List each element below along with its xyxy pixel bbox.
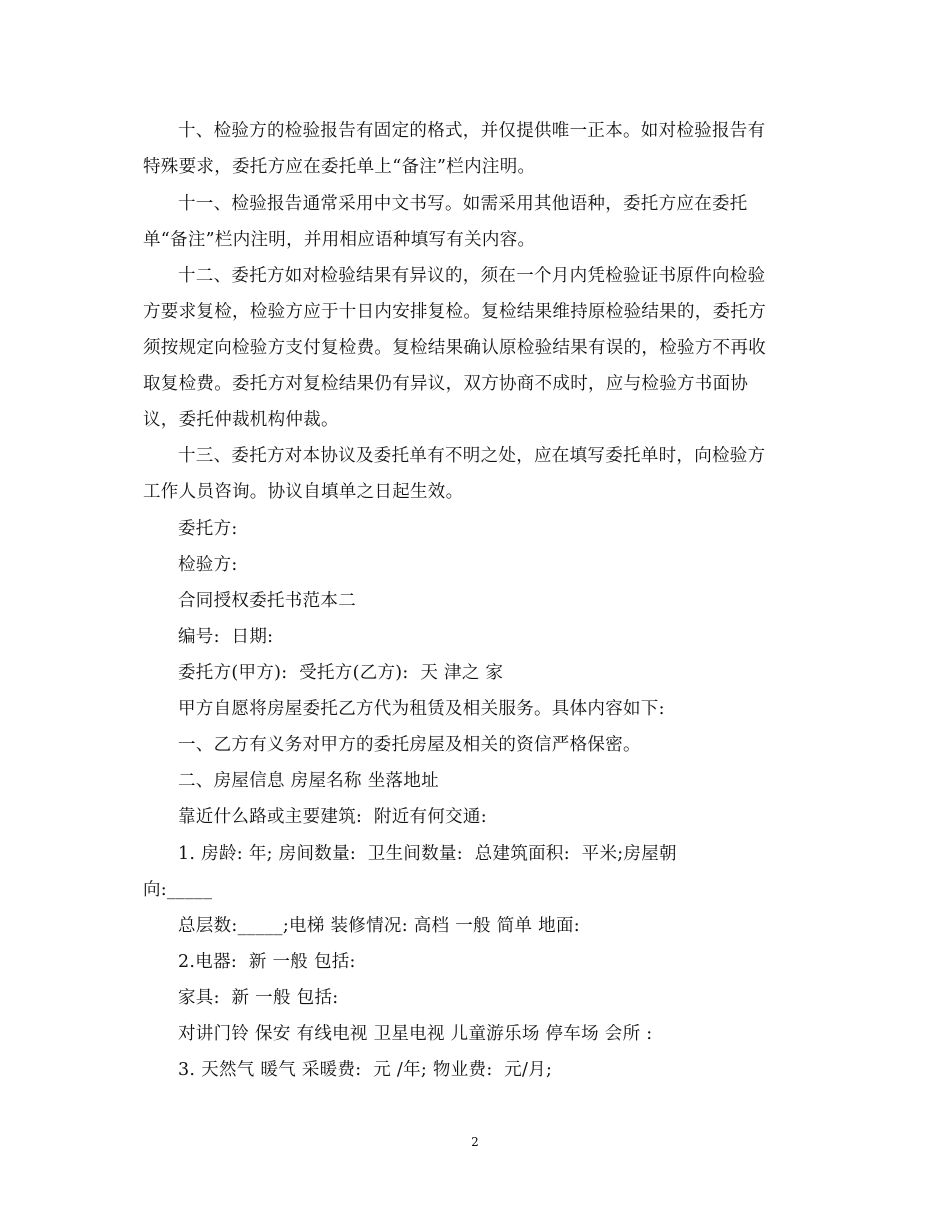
paragraph-line: 十、检验方的检验报告有固定的格式，并仅提供唯一正本。如对检验报告有: [178, 121, 766, 141]
paragraph-line: 十一、检验报告通常采用中文书写。如需采用其他语种，委托方应在委托: [178, 194, 748, 214]
paragraph-line: 二、房屋信息 房屋名称 坐落地址: [178, 771, 439, 791]
paragraph-line: 编号: 日期:: [178, 627, 274, 647]
paragraph-line: 取复检费。委托方对复检结果仍有异议，双方协商不成时，应与检验方书面协: [143, 374, 749, 394]
paragraph-line: 2.电器: 新 一般 包括:: [178, 952, 356, 972]
paragraph-line: 总层数:_____;电梯 装修情况: 高档 一般 简单 地面:: [178, 916, 580, 936]
paragraph-line: 十二、委托方如对检验结果有异议的，须在一个月内凭检验证书原件向检验: [178, 266, 766, 286]
paragraph-line: 十三、委托方对本协议及委托单有不明之处，应在填写委托单时，向检验方: [178, 446, 766, 466]
paragraph-line: 一、乙方有义务对甲方的委托房屋及相关的资信严格保密。: [178, 735, 641, 755]
section-heading: 合同授权委托书范本二: [178, 591, 356, 611]
paragraph-line: 议，委托仲裁机构仲裁。: [143, 410, 339, 430]
paragraph-line: 3. 天然气 暖气 采暖费: 元 /年; 物业费: 元/月;: [178, 1060, 553, 1080]
paragraph-line: 向:_____: [143, 880, 213, 900]
signature-field-client: 委托方:: [178, 519, 238, 539]
paragraph-line: 家具: 新 一般 包括:: [178, 988, 339, 1008]
paragraph-line: 特殊要求，委托方应在委托单上“备注”栏内注明。: [143, 157, 536, 177]
page-number: 2: [471, 1135, 479, 1149]
paragraph-line: 1. 房龄: 年; 房间数量: 卫生间数量: 总建筑面积: 平米;房屋朝: [178, 844, 677, 864]
paragraph-line: 单“备注”栏内注明，并用相应语种填写有关内容。: [143, 230, 536, 250]
signature-field-inspector: 检验方:: [178, 555, 238, 575]
paragraph-line: 靠近什么路或主要建筑: 附近有何交通:: [178, 807, 487, 827]
paragraph-line: 须按规定向检验方支付复检费。复检结果确认原检验结果有误的，检验方不再收: [143, 338, 766, 358]
paragraph-line: 对讲门铃 保安 有线电视 卫星电视 儿童游乐场 停车场 会所 :: [178, 1024, 653, 1044]
paragraph-line: 工作人员咨询。协议自填单之日起生效。: [143, 482, 464, 502]
paragraph-line: 甲方自愿将房屋委托乙方代为租赁及相关服务。具体内容如下:: [178, 699, 665, 719]
paragraph-line: 委托方(甲方): 受托方(乙方): 天 津之 家: [178, 663, 504, 683]
paragraph-line: 方要求复检，检验方应于十日内安排复检。复检结果维持原检验结果的，委托方: [143, 302, 766, 322]
